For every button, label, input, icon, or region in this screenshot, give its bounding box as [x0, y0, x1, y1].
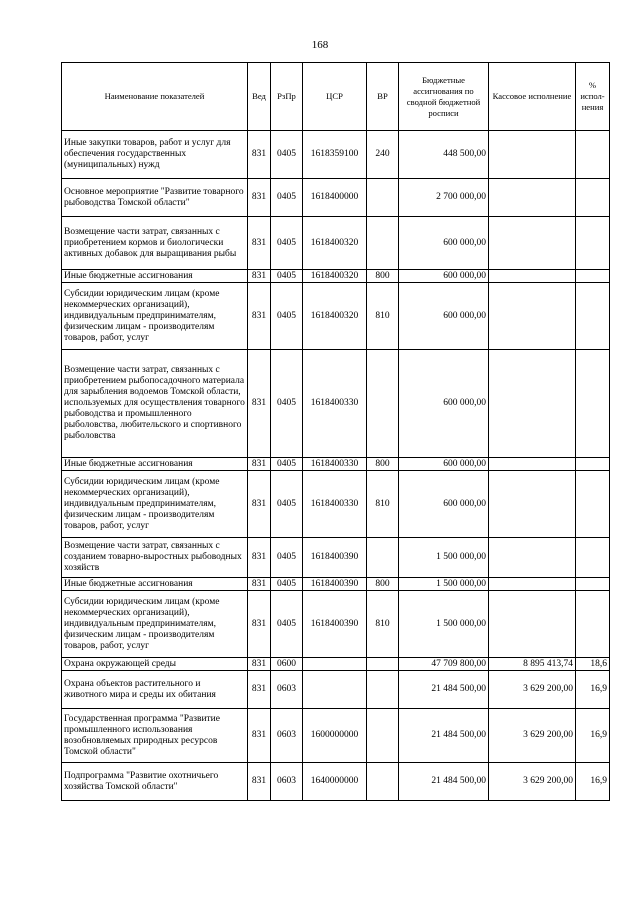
- row-name-cell: Основное мероприятие "Развитие товарного рыбоводства Томской области": [62, 179, 248, 217]
- row-rzpr-cell: 0405: [271, 283, 303, 350]
- table-row: [62, 179, 610, 217]
- row-name-cell: Охрана объектов растительного и животного мира и среды их обитания: [62, 671, 248, 709]
- row-percent-cell: 18,6: [576, 658, 610, 671]
- row-name-cell: Иные бюджетные ассигнования: [62, 458, 248, 471]
- header-budget: Бюджетные ассигнования по сводной бюджетной росписи: [399, 63, 489, 131]
- header-percent: % испол-нения: [576, 63, 610, 131]
- table-row: [62, 658, 610, 671]
- row-cash-cell: 8 895 413,74: [489, 658, 576, 671]
- row-rzpr-cell: 0405: [271, 578, 303, 591]
- row-rzpr-cell: 0603: [271, 671, 303, 709]
- row-rzpr-cell: 0405: [271, 131, 303, 179]
- row-budget-cell: 2 700 000,00: [399, 179, 489, 217]
- row-vr-cell: [367, 179, 399, 217]
- row-ved-cell: 831: [248, 283, 271, 350]
- row-name-cell: Подпрограмма "Развитие охотничьего хозяйства Томской области": [62, 763, 248, 801]
- row-name-cell: Охрана окружающей среды: [62, 658, 248, 671]
- row-name-cell: Субсидии юридическим лицам (кроме некоммерческих организаций), индивидуальным предпринимателям, физическим лицам - производителям товаров, работ, услуг: [62, 283, 248, 350]
- row-ved-cell: 831: [248, 578, 271, 591]
- row-vr-cell: [367, 671, 399, 709]
- row-vr-cell: 240: [367, 131, 399, 179]
- table-row: [62, 578, 610, 591]
- row-ved-cell: 831: [248, 538, 271, 578]
- row-ved-cell: 831: [248, 270, 271, 283]
- row-percent-cell: [576, 283, 610, 350]
- row-name-cell: Субсидии юридическим лицам (кроме некоммерческих организаций), индивидуальным предпринимателям, физическим лицам - производителям товаров, работ, услуг: [62, 471, 248, 538]
- row-cash-cell: [489, 283, 576, 350]
- row-budget-cell: 1 500 000,00: [399, 538, 489, 578]
- row-csr-cell: [303, 671, 367, 709]
- row-vr-cell: [367, 709, 399, 763]
- row-budget-cell: 21 484 500,00: [399, 709, 489, 763]
- table-row: [62, 350, 610, 458]
- header-ved: Вед: [248, 63, 271, 131]
- row-percent-cell: [576, 350, 610, 458]
- row-rzpr-cell: 0405: [271, 350, 303, 458]
- row-budget-cell: 600 000,00: [399, 350, 489, 458]
- row-cash-cell: 3 629 200,00: [489, 709, 576, 763]
- row-budget-cell: 1 500 000,00: [399, 591, 489, 658]
- row-csr-cell: 1618400390: [303, 591, 367, 658]
- row-csr-cell: 1618400320: [303, 283, 367, 350]
- row-percent-cell: 16,9: [576, 763, 610, 801]
- row-ved-cell: 831: [248, 591, 271, 658]
- row-vr-cell: 810: [367, 471, 399, 538]
- row-budget-cell: 600 000,00: [399, 471, 489, 538]
- row-budget-cell: 21 484 500,00: [399, 671, 489, 709]
- row-ved-cell: 831: [248, 658, 271, 671]
- row-vr-cell: 800: [367, 458, 399, 471]
- row-budget-cell: 1 500 000,00: [399, 578, 489, 591]
- row-vr-cell: [367, 763, 399, 801]
- row-cash-cell: [489, 578, 576, 591]
- row-vr-cell: 800: [367, 270, 399, 283]
- table-row: [62, 591, 610, 658]
- row-vr-cell: 810: [367, 283, 399, 350]
- row-ved-cell: 831: [248, 671, 271, 709]
- row-name-cell: Субсидии юридическим лицам (кроме некоммерческих организаций), индивидуальным предпринимателям, физическим лицам - производителям товаров, работ, услуг: [62, 591, 248, 658]
- row-cash-cell: [489, 270, 576, 283]
- header-rzpr: РзПр: [271, 63, 303, 131]
- row-name-cell: Государственная программа "Развитие промышленного использования возобновляемых природных ресурсов Томской области": [62, 709, 248, 763]
- row-ved-cell: 831: [248, 131, 271, 179]
- table-row: [62, 283, 610, 350]
- row-name-cell: Иные бюджетные ассигнования: [62, 270, 248, 283]
- row-budget-cell: 600 000,00: [399, 217, 489, 270]
- row-ved-cell: 831: [248, 471, 271, 538]
- row-vr-cell: [367, 350, 399, 458]
- row-budget-cell: 600 000,00: [399, 283, 489, 350]
- row-cash-cell: [489, 217, 576, 270]
- row-csr-cell: 1618400330: [303, 471, 367, 538]
- row-cash-cell: [489, 458, 576, 471]
- row-rzpr-cell: 0405: [271, 179, 303, 217]
- row-csr-cell: 1618400000: [303, 179, 367, 217]
- row-ved-cell: 831: [248, 458, 271, 471]
- row-csr-cell: 1618400390: [303, 538, 367, 578]
- row-name-cell: Возмещение части затрат, связанных с приобретением кормов и биологически активных добавок для выращивания рыбы: [62, 217, 248, 270]
- row-rzpr-cell: 0405: [271, 458, 303, 471]
- row-percent-cell: [576, 458, 610, 471]
- row-csr-cell: 1618400330: [303, 350, 367, 458]
- row-cash-cell: [489, 131, 576, 179]
- row-cash-cell: [489, 471, 576, 538]
- row-name-cell: Иные бюджетные ассигнования: [62, 578, 248, 591]
- table-row: [62, 131, 610, 179]
- row-rzpr-cell: 0405: [271, 538, 303, 578]
- header-name: Наименование показателей: [62, 63, 248, 131]
- row-csr-cell: 1600000000: [303, 709, 367, 763]
- row-percent-cell: 16,9: [576, 671, 610, 709]
- row-rzpr-cell: 0603: [271, 763, 303, 801]
- row-percent-cell: [576, 131, 610, 179]
- row-name-cell: Иные закупки товаров, работ и услуг для обеспечения государственных (муниципальных) нужд: [62, 131, 248, 179]
- row-cash-cell: 3 629 200,00: [489, 763, 576, 801]
- row-name-cell: Возмещение части затрат, связанных с созданием товарно-выростных рыбоводных хозяйств: [62, 538, 248, 578]
- row-percent-cell: [576, 270, 610, 283]
- table-body: [62, 131, 610, 801]
- row-csr-cell: 1640000000: [303, 763, 367, 801]
- row-vr-cell: 810: [367, 591, 399, 658]
- budget-table: [61, 62, 610, 801]
- row-percent-cell: [576, 179, 610, 217]
- row-ved-cell: 831: [248, 179, 271, 217]
- row-budget-cell: 600 000,00: [399, 270, 489, 283]
- table-row: [62, 671, 610, 709]
- row-vr-cell: 800: [367, 578, 399, 591]
- row-rzpr-cell: 0405: [271, 270, 303, 283]
- header-csr: ЦСР: [303, 63, 367, 131]
- page-number: 168: [311, 39, 329, 51]
- table-row: [62, 217, 610, 270]
- row-rzpr-cell: 0600: [271, 658, 303, 671]
- row-budget-cell: 21 484 500,00: [399, 763, 489, 801]
- row-budget-cell: 448 500,00: [399, 131, 489, 179]
- header-vr: ВР: [367, 63, 399, 131]
- row-rzpr-cell: 0405: [271, 471, 303, 538]
- row-csr-cell: [303, 658, 367, 671]
- row-ved-cell: 831: [248, 709, 271, 763]
- row-csr-cell: 1618400320: [303, 270, 367, 283]
- row-percent-cell: [576, 217, 610, 270]
- row-csr-cell: 1618400320: [303, 217, 367, 270]
- table-row: [62, 471, 610, 538]
- row-cash-cell: [489, 538, 576, 578]
- table-row: [62, 709, 610, 763]
- row-cash-cell: [489, 350, 576, 458]
- table-row: [62, 538, 610, 578]
- row-ved-cell: 831: [248, 763, 271, 801]
- row-percent-cell: 16,9: [576, 709, 610, 763]
- row-percent-cell: [576, 578, 610, 591]
- row-rzpr-cell: 0603: [271, 709, 303, 763]
- row-rzpr-cell: 0405: [271, 217, 303, 270]
- table-row: [62, 458, 610, 471]
- table-row: [62, 270, 610, 283]
- row-cash-cell: [489, 591, 576, 658]
- row-ved-cell: 831: [248, 217, 271, 270]
- row-budget-cell: 47 709 800,00: [399, 658, 489, 671]
- row-percent-cell: [576, 538, 610, 578]
- row-percent-cell: [576, 471, 610, 538]
- table-header-row: [62, 63, 610, 131]
- row-csr-cell: 1618359100: [303, 131, 367, 179]
- header-cash: Кассовое исполнение: [489, 63, 576, 131]
- row-vr-cell: [367, 217, 399, 270]
- row-budget-cell: 600 000,00: [399, 458, 489, 471]
- row-csr-cell: 1618400390: [303, 578, 367, 591]
- row-ved-cell: 831: [248, 350, 271, 458]
- row-cash-cell: [489, 179, 576, 217]
- table-row: [62, 763, 610, 801]
- row-cash-cell: 3 629 200,00: [489, 671, 576, 709]
- row-name-cell: Возмещение части затрат, связанных с приобретением рыбопосадочного материала для зарыбления водоемов Томской области, используемых для осуществления товарного рыбоводства и промышленного рыболовства, любительского и спортивного рыболовства: [62, 350, 248, 458]
- row-vr-cell: [367, 658, 399, 671]
- row-rzpr-cell: 0405: [271, 591, 303, 658]
- row-csr-cell: 1618400330: [303, 458, 367, 471]
- row-percent-cell: [576, 591, 610, 658]
- row-vr-cell: [367, 538, 399, 578]
